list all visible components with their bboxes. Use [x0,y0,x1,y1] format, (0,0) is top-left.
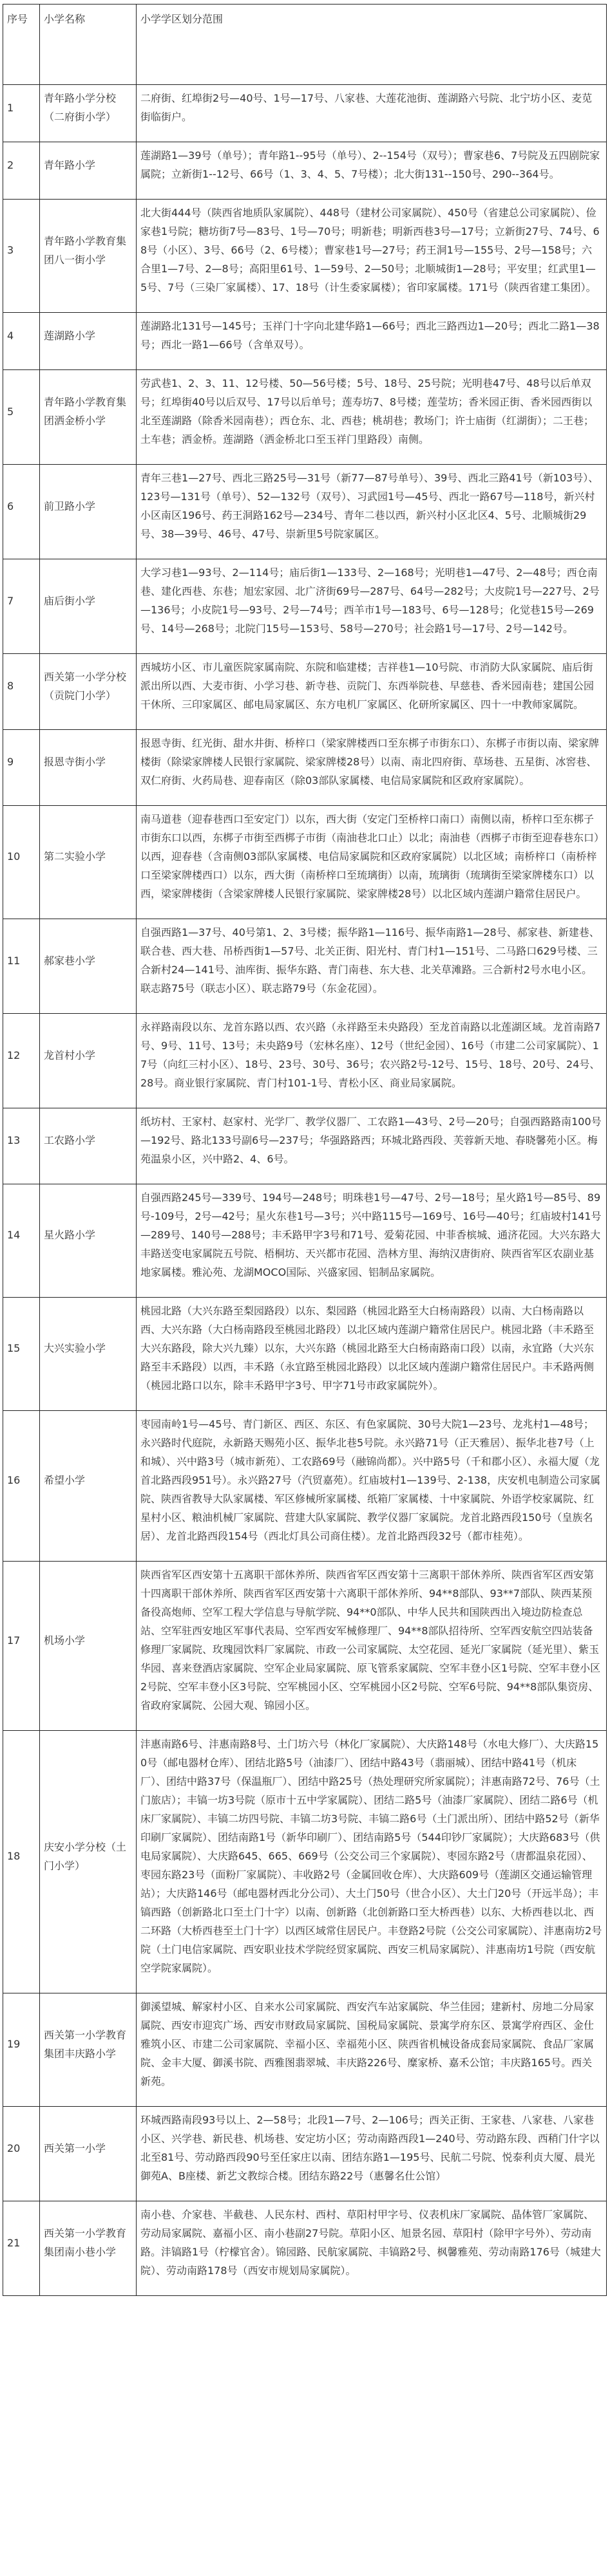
row-number: 17 [3,1562,40,1731]
header-number: 序号 [3,5,40,85]
table-row [3,1993,607,2107]
district-range: 南马道巷（迎春巷西口至安定门）以东，西大街（安定门至桥梓口南口）南侧以南，桥梓口至东梆子市街东口以西，东梆子市街至西梆子市街（南油巷北口止）以北；南油巷（西梆子市街至迎春巷东口）以西，迎春巷（含南侧03部队家属楼、电信局家属院和区政府家属院）以北区域；南桥梓口（南桥梓口至梁家牌楼西口）以东，西大街（南桥梓口至琉璃街）以南，琉璃街（琉璃街至梁家牌楼东口）以西，梁家牌楼街（含梁家牌楼人民银行家属院、梁家牌楼28号）以北区域内莲湖户籍常住居民户。 [137,806,607,919]
row-number: 7 [3,559,40,654]
row-number: 14 [3,1184,40,1298]
district-range: 劳武巷1、2、3、11、12号楼、50—56号楼；5号、18号、25号院；光明巷47号、48号以后单双号；红埠街40号以后双号、17号以后单号；莲寿坊7、8号楼；莲莹坊；香米园正街、香米园西街以北至莲湖路（除香米园南巷）；西仓东、北、西巷；桃胡巷；教场门；许士庙街（红湖街）；二王巷；土车巷；洒金桥。莲湖路（洒金桥北口至玉祥门里路段）南侧。 [137,370,607,465]
table-row [3,1014,607,1108]
school-name: 西关第一小学 [40,2107,137,2201]
district-range: 桃园北路（大兴东路至梨园路段）以东、梨园路（桃园北路至大白杨南路段）以南、大白杨南路以西、大兴东路（大白杨南路段至桃园北路段）以北区域内莲湖户籍常住居民户。桃园北路（丰禾路至大兴东路段，除大兴九臻）以东，大兴东路（桃园北路至大白杨南路南口段）以南，永宜路（大兴东路至丰禾路段）以西，丰禾路（永宜路至桃园北路段）以北区域内莲湖户籍常住居民户。丰禾路两侧（桃园北路口以东，除丰禾路甲字3号、甲字71号市政家属院外）。 [137,1298,607,1411]
row-number: 19 [3,1993,40,2107]
row-number: 15 [3,1298,40,1411]
school-name: 青年路小学教育集团洒金桥小学 [40,370,137,465]
table-row [3,85,607,142]
row-number: 8 [3,654,40,730]
table-row [3,1411,607,1562]
table-row [3,1731,607,1993]
school-name: 希望小学 [40,1411,137,1562]
school-district-table [3,4,607,2296]
row-number: 6 [3,465,40,559]
table-row [3,919,607,1014]
table-row [3,2201,607,2296]
district-range: 枣园南岭1号—45号、青门新区、西区、东区、有色家属院、30号大院1—23号、龙兆村1—48号；永兴路时代庭院，永新路天赐苑小区、振华北巷5号院。永兴路71号（正天雅居）、振华北巷7号（上和城）、兴中路3号（城市新苑）、工农路69号（融锦尚都）。兴中路5号（千和郡小区）、永福大厦（龙首北路西段951号）。永兴路27号（汽贸嘉苑）。红庙坡村1—139号、2-138，庆安机电制造公司家属院、陕西省教导大队家属楼、军区修械所家属楼、纸箱厂家属楼、十中家属院、外语学校家属院、红星村小区、粮油机械厂家属院、营建大队家属院、教学仪器厂家属院。龙首北路西段150号（皇族名居）、龙首北路西段154号（西北灯具公司商住楼）。龙首北路西段32号（都市桂苑）。 [137,1411,607,1562]
table-row [3,806,607,919]
header-district-range: 小学学区划分范围 [137,5,607,85]
district-range: 北大街444号（陕西省地质队家属院）、448号（建材公司家属院）、450号（省建总公司家属院）、俭家巷1号院；糖坊街7号—83号、1号—70号；明新巷；明新西巷3号—17号；立新街27号、74号、68号（小区）、3号、66号（2、6号楼）；曹家巷1号—27号；药王洞1号—155号、2号—158号；六合里1—7号、2—8号；高阳里61号、1—59号、2—50号；北顺城街1—28号；平安里；红武里1—5号、7号（三染厂家属楼）、17、18号（计生委家属楼）；省印家属楼。171号（陕西省建工集团）。 [137,200,607,313]
district-range: 青年三巷1—27号、西北三路25号—31号（新77—87号单号）、39号、西北三路41号（新103号）、123号—131号（单号）、52—132号（双号）、习武园1号—45号、西北一路67号—118号，新兴村小区南区196号、药王洞路162号—234号、青年二巷以西，新兴村小区北区4、5号、北顺城街29号、38—39号、46号、47号、崇新里5号院家属区。 [137,465,607,559]
district-range: 莲湖路1—39号（单号）；青年路1--95号（单号）、2--154号（双号）；曹家巷6、7号院及五四剧院家属院；立新街1--12号、66号（1、3、4、5、7号楼）；北大街131--150号、290--364号。 [137,142,607,200]
district-range: 陕西省军区西安第十五离职干部休养所、陕西省军区西安第十三离职干部休养所、陕西省军区西安第十四离职干部休养所、陕西省军区西安第十六离职干部休养所、94**8部队、93**7部队、陕西某预备役高炮师、空军工程大学信息与导航学院、94**0部队、中华人民共和国陕西出入境边防检查总站、空军驻西安地区军事代表局、空军西安军械修理厂、94**8部队招待所、空军西安航空四站装备修理厂家属院、玫瑰园饮料厂家属院、市政一公司家属院、太空花园、延光厂家属院（延光里）、紫玉华园、喜来登酒店家属院、空军企业局家属院、原飞管系家属院、空军丰登小区1号院、空军丰登小区2号院、空军丰登小区3号院、空军桃园小区、空军桃园小区2号院、空军6号院、94**8部队集资房、省政府家属院、公园大观、锦园小区。 [137,1562,607,1731]
row-number: 9 [3,730,40,806]
school-name: 龙首村小学 [40,1014,137,1108]
district-range: 纸坊村、王家村、赵家村、光学厂、教学仪器厂、工农路1—43号、2号—20号；自强西路路南100号—192号、路北133号副6号—237号；华强路路西；环城北路西段、芙蓉新天地、春晓馨苑小区。梅苑温泉小区，兴中路2、4、6号。 [137,1108,607,1184]
school-name: 工农路小学 [40,1108,137,1184]
school-name: 前卫路小学 [40,465,137,559]
school-name: 机场小学 [40,1562,137,1731]
table-row [3,1562,607,1731]
table-row [3,730,607,806]
school-name: 西关第一小学教育集团丰庆路小学 [40,1993,137,2107]
district-range: 沣惠南路6号、沣惠南路8号、土门坊六号（林化厂家属院）、大庆路148号（水电大修厂）、大庆路150号（邮电器材仓库）、团结北路5号（油漆厂）、团结中路43号（翡丽城）、团结中路41号（机床厂）、团结中路37号（保温瓶厂）、团结中路25号（热处理研究所家属院）；沣惠南路72号、76号（土门旅店）；丰镐一坊3号院（原市十五中学家属院）、团结二路5号（油漆厂家属院）、团结二路6号（机床厂家属院）、丰镐二坊四号院、丰镐二坊3号院、丰镐二路6号（土门派出所）、团结中路52号（新华印刷厂家属院）、团结南路1号（新华印刷厂）、团结南路5号（544印钞厂家属院）；大庆路683号（供电局家属院）、大庆路645、665、669号（公交公司三个家属院）、枣园东路2号（唐都温泉花园）、枣园东路23号（面粉厂家属院）、丰收路2号（金属回收仓库）、大庆路609号（莲湖区交通运输管理站）；大庆路146号（邮电器材西北分公司）、大土门50号（世合小区）、大土门20号（开远半岛）；丰镐西路（创新路北口至土门十字）以南、创新路（北创新路口至大桥西巷）以东、大桥西巷以北、西二环路（大桥西巷至土门十字）以西区域常住居民户。丰登路2号院（公交公司家属院）、沣惠南坊2号院（土门电信家属院、西安职业技术学院经贸家属院、西安三机局家属院）、沣惠南坊1号院（西安航空学院家属院）。 [137,1731,607,1993]
district-range: 西城坊小区、市儿童医院家属南院、东院和临建楼；吉祥巷1—10号院、市消防大队家属院、庙后街派出所以西、大麦市街、小学习巷、新寺巷、贡院门、东西举院巷、早慈巷、香米园南巷；建国公园干休所、三印家属区、邮电局家属区、东方电机厂家属区、化研所家属区、四十一中教师家属院。 [137,654,607,730]
district-range: 永祥路南段以东、龙首东路以西、农兴路（永祥路至未央路段）至龙首南路以北莲湖区域。龙首南路7号、9号、11号、13号；未央路9号（宏林名座）、12号（世纪金园）、16号（市建二公司家属院）、17号（向红三村小区）、18号、23号、30号、36号；农兴路2号-12号、15号、18号、20号、24号、28号。商业银行家属院、青门村101-1号、青松小区、商业局家属院。 [137,1014,607,1108]
row-number: 4 [3,313,40,370]
school-name: 西关第一小学教育集团南小巷小学 [40,2201,137,2296]
row-number: 2 [3,142,40,200]
table-row [3,313,607,370]
row-number: 20 [3,2107,40,2201]
district-range: 二府街、红埠街2号—40号、1号—17号、八家巷、大莲花池街、莲湖路六号院、北宁坊小区、麦苋街临街户。 [137,85,607,142]
row-number: 1 [3,85,40,142]
row-number: 16 [3,1411,40,1562]
school-name: 大兴实验小学 [40,1298,137,1411]
school-name: 西关第一小学分校（贡院门小学） [40,654,137,730]
district-range: 报恩寺街、红光街、甜水井街、桥梓口（梁家牌楼西口至东梆子市街东口）、东梆子市街以南、梁家牌楼街（除梁家牌楼人民银行家属院、梁家牌楼28号）以南、南北四府街、草场巷、五星街、冰窖巷、双仁府街、火药局巷、迎春南区（除03部队家属楼、电信局家属院和区政府家属院）。 [137,730,607,806]
district-range: 御溪望城、解家村小区、自来水公司家属院、西安汽车站家属院、华兰佳园；建新村、房地二分局家属院、西安市迎宾广场、西安市财政局家属院、国税局家属院、景寓学府东区、景寓学府西区、金仕雅筑小区、市建二公司家属院、幸福小区、幸福苑小区、陕西省机械设备成套局家属院、食品厂家属院、金丰大厦、御溪书院、西雅图翡翠城、丰庆路226号、糜家桥、嘉禾公馆；丰庆路165号。西关新苑。 [137,1993,607,2107]
row-number: 18 [3,1731,40,1993]
district-range: 自强西路245号—339号、194号—248号；明珠巷1号—47号、2号—18号；星火路1号—85号、89号-109号，2号—42号；星火东巷1号—3号；兴中路115号—169号、16号—40号；红庙坡村141号—289号、140号—288号；丰禾路甲字3号和71号、爱菊花园、中菲香槟城、通济花园。大兴东路大丰路送变电家属院五号院、梧桐坊、天兴都市花园、浩林方里、海纳汉唐街府、陕西省军区农副业基地家属楼。雅沁苑、龙湖MOCO国际、兴盛家园、铝制品家属院。 [137,1184,607,1298]
school-name: 星火路小学 [40,1184,137,1298]
row-number: 5 [3,370,40,465]
header-school-name: 小学名称 [40,5,137,85]
school-name: 青年路小学 [40,142,137,200]
row-number: 13 [3,1108,40,1184]
school-name: 郝家巷小学 [40,919,137,1014]
table-row [3,559,607,654]
district-range: 南小巷、介家巷、半截巷、人民东村、西村、草阳村甲字号、仪表机床厂家属院、晶体管厂家属院、劳动局家属院、嘉福小区、南小巷副27号院。草阳小区、旭景名园、草阳村（除甲字号外）、劳动南路。沣镐路1号（柠檬官舍）。锦园路、民航家属院、丰镐路2号、枫馨雅苑、劳动南路176号（城建大院）、劳动南路178号（西安市规划局家属院）。 [137,2201,607,2296]
table-row [3,2107,607,2201]
school-name: 莲湖路小学 [40,313,137,370]
table-row [3,1108,607,1184]
table-row [3,370,607,465]
school-name: 庆安小学分校（土门小学） [40,1731,137,1993]
row-number: 10 [3,806,40,919]
district-range: 环城西路南段93号以上、2—58号；北段1—7号、2—106号；西关正街、王家巷、八家巷、八家巷小区、兴学巷、新民巷、机场巷、安定坊小区；劳动南路西段1—240号、劳动路东段、西稍门什字以北至81号、劳动路西段90号至任家庄以南、团结东路1—195号、民航二号院、悦泰利贞大厦、晨光御苑A、B座楼、新艺文教综合楼。团结东路22号（惠馨名仕公馆） [137,2107,607,2201]
table-row [3,654,607,730]
school-name: 青年路小学教育集团八一街小学 [40,200,137,313]
school-name: 青年路小学分校（二府街小学） [40,85,137,142]
table-row [3,465,607,559]
district-range: 莲湖路北131号—145号；玉祥门十字向北建华路1—66号；西北三路西边1—20号；西北二路1—38号；西北一路1—66号（含单双号）。 [137,313,607,370]
district-range: 自强西路1—37号、40号第1、2、3号楼；振华路1—116号、振华南路1—28号、郝家巷、新建巷、联合巷、西大巷、吊桥西街1—57号、北关正街、阳光村、青门村1—151号、二马路口629号楼、三合新村24—141号、油库街、振华东路、青门南巷、东大巷、北关草滩路。三合新村2号水电小区。联志路75号（联志小区）、联志路79号（东金花园）。 [137,919,607,1014]
table-header-row [3,5,607,85]
district-range: 大学习巷1—93号、2—114号；庙后街1—133号、2—168号；光明巷1—47号、2—48号；西仓南巷、建化西巷、东巷；旭宏家园、北广济街69号—287号、64号—282号；大皮院1号—227号、2号—136号；小皮院1号—93号、2号—74号；西羊市1号—183号、6号—128号；化觉巷15号—269号、14号—268号；北院门15号—153号、58号—270号；社会路1号—17号、2号—142号。 [137,559,607,654]
row-number: 11 [3,919,40,1014]
table-row [3,142,607,200]
row-number: 12 [3,1014,40,1108]
row-number: 3 [3,200,40,313]
table-row [3,200,607,313]
school-name: 庙后街小学 [40,559,137,654]
table-row [3,1298,607,1411]
school-name: 报恩寺街小学 [40,730,137,806]
school-name: 第二实验小学 [40,806,137,919]
table-row [3,1184,607,1298]
row-number: 21 [3,2201,40,2296]
